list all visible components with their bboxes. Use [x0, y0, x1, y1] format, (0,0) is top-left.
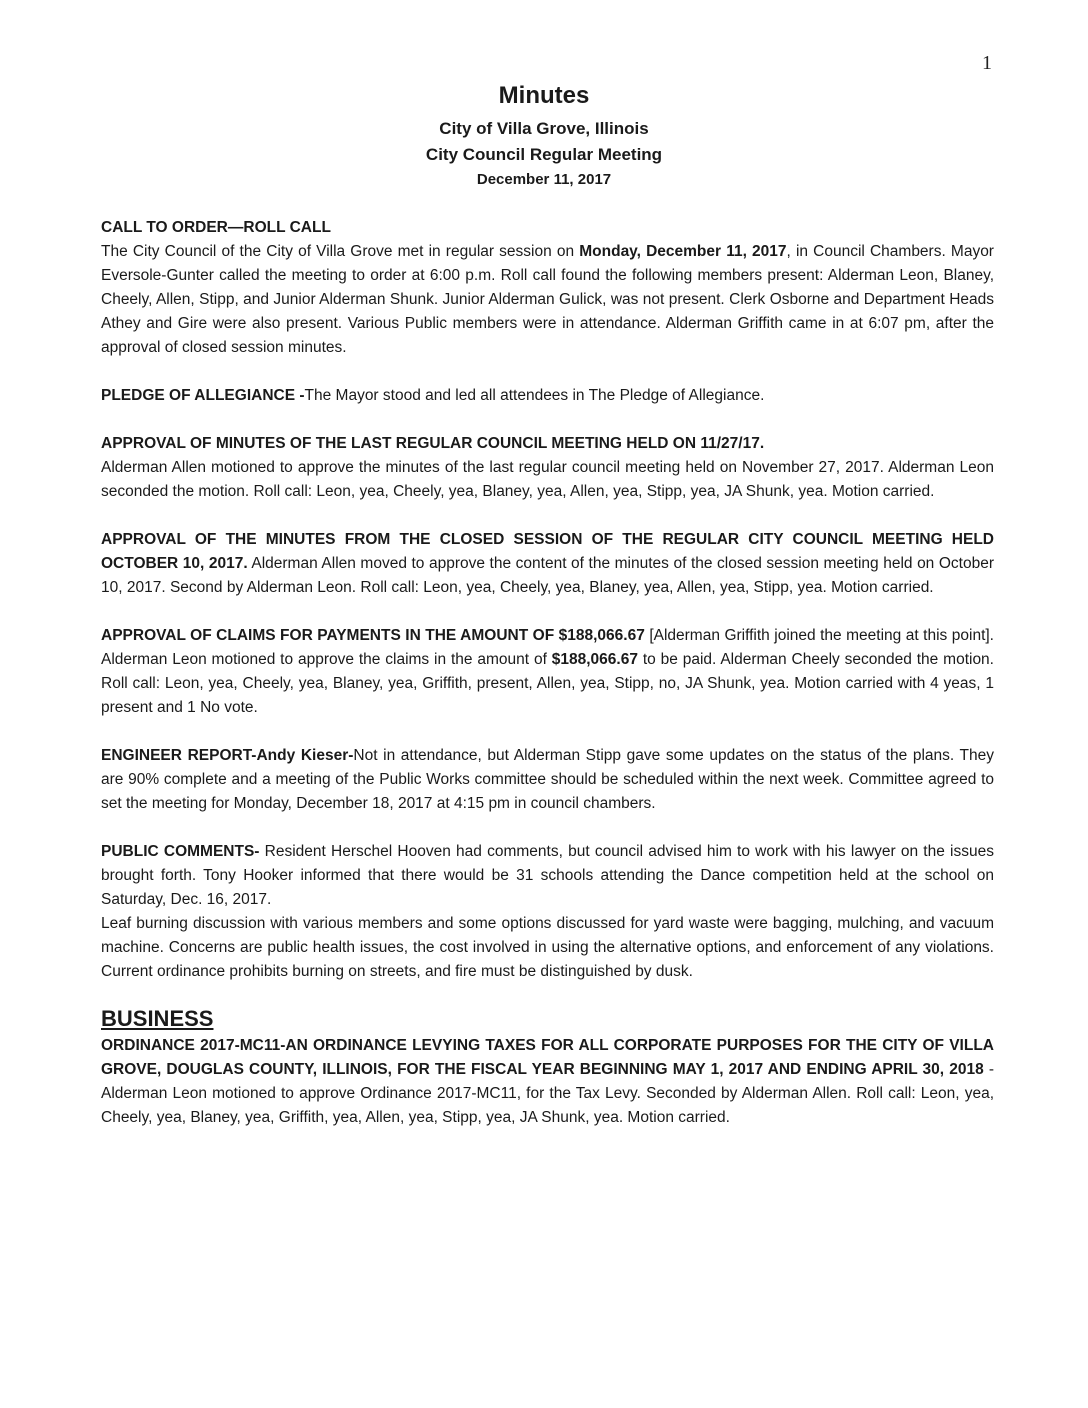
section-call-to-order — [101, 216, 994, 360]
section-pledge — [101, 384, 994, 408]
public-comments-heading: PUBLIC COMMENTS- — [101, 843, 260, 860]
section-approval-minutes — [101, 432, 994, 504]
business-heading: BUSINESS — [101, 1006, 214, 1031]
call-to-order-date: Monday, December 11, 2017 — [579, 243, 787, 260]
pledge-heading: PLEDGE OF ALLEGIANCE - — [101, 387, 305, 404]
claims-paragraph — [101, 624, 994, 720]
claims-heading: APPROVAL OF CLAIMS FOR PAYMENTS IN THE AMOUNT OF $188,066.67 — [101, 627, 645, 644]
engineer-paragraph — [101, 744, 994, 816]
page-number: 1 — [982, 52, 992, 74]
ordinance-heading: ORDINANCE 2017-MC11-AN ORDINANCE LEVYING TAXES FOR ALL CORPORATE PURPOSES FOR THE CITY OF VILLA GROVE, DOUGLAS COUNTY, ILLINOIS, FOR THE FISCAL YEAR BEGINNING MAY 1, 2017 AND ENDING APRIL 30, 2018 — [101, 1037, 994, 1078]
public-comments-paragraph — [101, 840, 994, 912]
section-closed-session — [101, 528, 994, 600]
engineer-heading: ENGINEER REPORT-Andy Kieser- — [101, 747, 354, 764]
document-header — [0, 82, 1088, 192]
closed-session-text: Alderman Allen moved to approve the content of the minutes of the closed session meeting held on October 10, 2017. Second by Alderman Leon. Roll call: Leon, yea, Cheely, yea, Blaney, yea, Allen, yea, Stipp, yea. Motion carried. — [101, 555, 994, 596]
call-to-order-heading: CALL TO ORDER—ROLL CALL — [101, 219, 331, 236]
ordinance-text: - Alderman Leon motioned to approve Ordinance 2017-MC11, for the Tax Levy. Seconded by Alderman Allen. Roll call: Leon, yea, Cheely, yea, Blaney, yea, Griffith, yea, Allen, yea, Stipp, yea, JA Shunk, yea. Motion carried. — [101, 1061, 994, 1126]
claims-amount: $188,066.67 — [551, 651, 638, 668]
public-comments-text: Resident Herschel Hooven had comments, but council advised him to work with his lawyer on the issues brought forth. Tony Hooker informed that there would be 31 schools attending the Dance competition held at the school on Saturday, Dec. 16, 2017. — [101, 843, 994, 908]
ordinance-paragraph — [101, 1034, 994, 1130]
call-to-order-text-2: , in Council Chambers. Mayor Eversole-Gunter called the meeting to order at 6:00 p.m. Roll call found the following members present: Alderman Leon, Blaney, Cheely, Allen, Stipp, and Junior Alderman Shunk. Junior Alderman Gulick, was not present. Clerk Osborne and Department Heads Athey and Gire were also present. Various Public members were in attendance. Alderman Griffith came in at 6:07 pm, after the approval of closed session minutes. — [101, 243, 994, 356]
pledge-text: The Mayor stood and led all attendees in The Pledge of Allegiance. — [304, 387, 765, 404]
meeting-type: City Council Regular Meeting — [425, 145, 663, 164]
approval-minutes-text: Alderman Allen motioned to approve the minutes of the last regular council meeting held on November 27, 2017. Alderman Leon seconded the motion. Roll call: Leon, yea, Cheely, yea, Blaney, yea, Allen, yea, Stipp, yea, JA Shunk, yea. Motion carried. — [101, 459, 994, 500]
document-title: Minutes — [498, 82, 590, 109]
leaf-burning-paragraph: Leaf burning discussion with various members and some options discussed for yard waste were bagging, mulching, and vacuum machine. Concerns are public health issues, the cost involved in using the alternative options, and enforcement of any violations. Current ordinance prohibits burning on streets, and fire must be distinguished by dusk. — [101, 915, 994, 980]
pledge-paragraph — [101, 384, 994, 408]
city-name: City of Villa Grove, Illinois — [439, 119, 649, 138]
approval-minutes-heading: APPROVAL OF MINUTES OF THE LAST REGULAR COUNCIL MEETING HELD ON 11/27/17. — [101, 435, 765, 452]
section-business-ordinance — [101, 1034, 994, 1130]
meeting-date: December 11, 2017 — [476, 171, 612, 188]
section-claims — [101, 624, 994, 720]
claims-text-2: to be paid. Alderman Cheely seconded the motion. Roll call: Leon, yea, Cheely, yea, Blaney, yea, Griffith, present, Allen, yea, Stipp, no, JA Shunk, yea. Motion carried with 4 yeas, 1 present and 1 No vote. — [101, 651, 994, 716]
minutes-body — [101, 216, 994, 1154]
closed-session-paragraph — [101, 528, 994, 600]
call-to-order-text-1: The City Council of the City of Villa Grove met in regular session on — [101, 243, 580, 260]
section-public-comments — [101, 840, 994, 984]
closed-session-heading: APPROVAL OF THE MINUTES FROM THE CLOSED SESSION OF THE REGULAR CITY COUNCIL MEETING HELD OCTOBER 10, 2017. — [101, 531, 994, 572]
section-engineer — [101, 744, 994, 816]
claims-text-1: [Alderman Griffith joined the meeting at this point]. Alderman Leon motioned to approve the claims in the amount of — [101, 627, 994, 668]
call-to-order-text — [101, 240, 994, 360]
engineer-text: Not in attendance, but Alderman Stipp gave some updates on the status of the plans. They are 90% complete and a meeting of the Public Works committee should be scheduled within the next week. Committee agreed to set the meeting for Monday, December 18, 2017 at 4:15 pm in council chambers. — [101, 747, 994, 812]
